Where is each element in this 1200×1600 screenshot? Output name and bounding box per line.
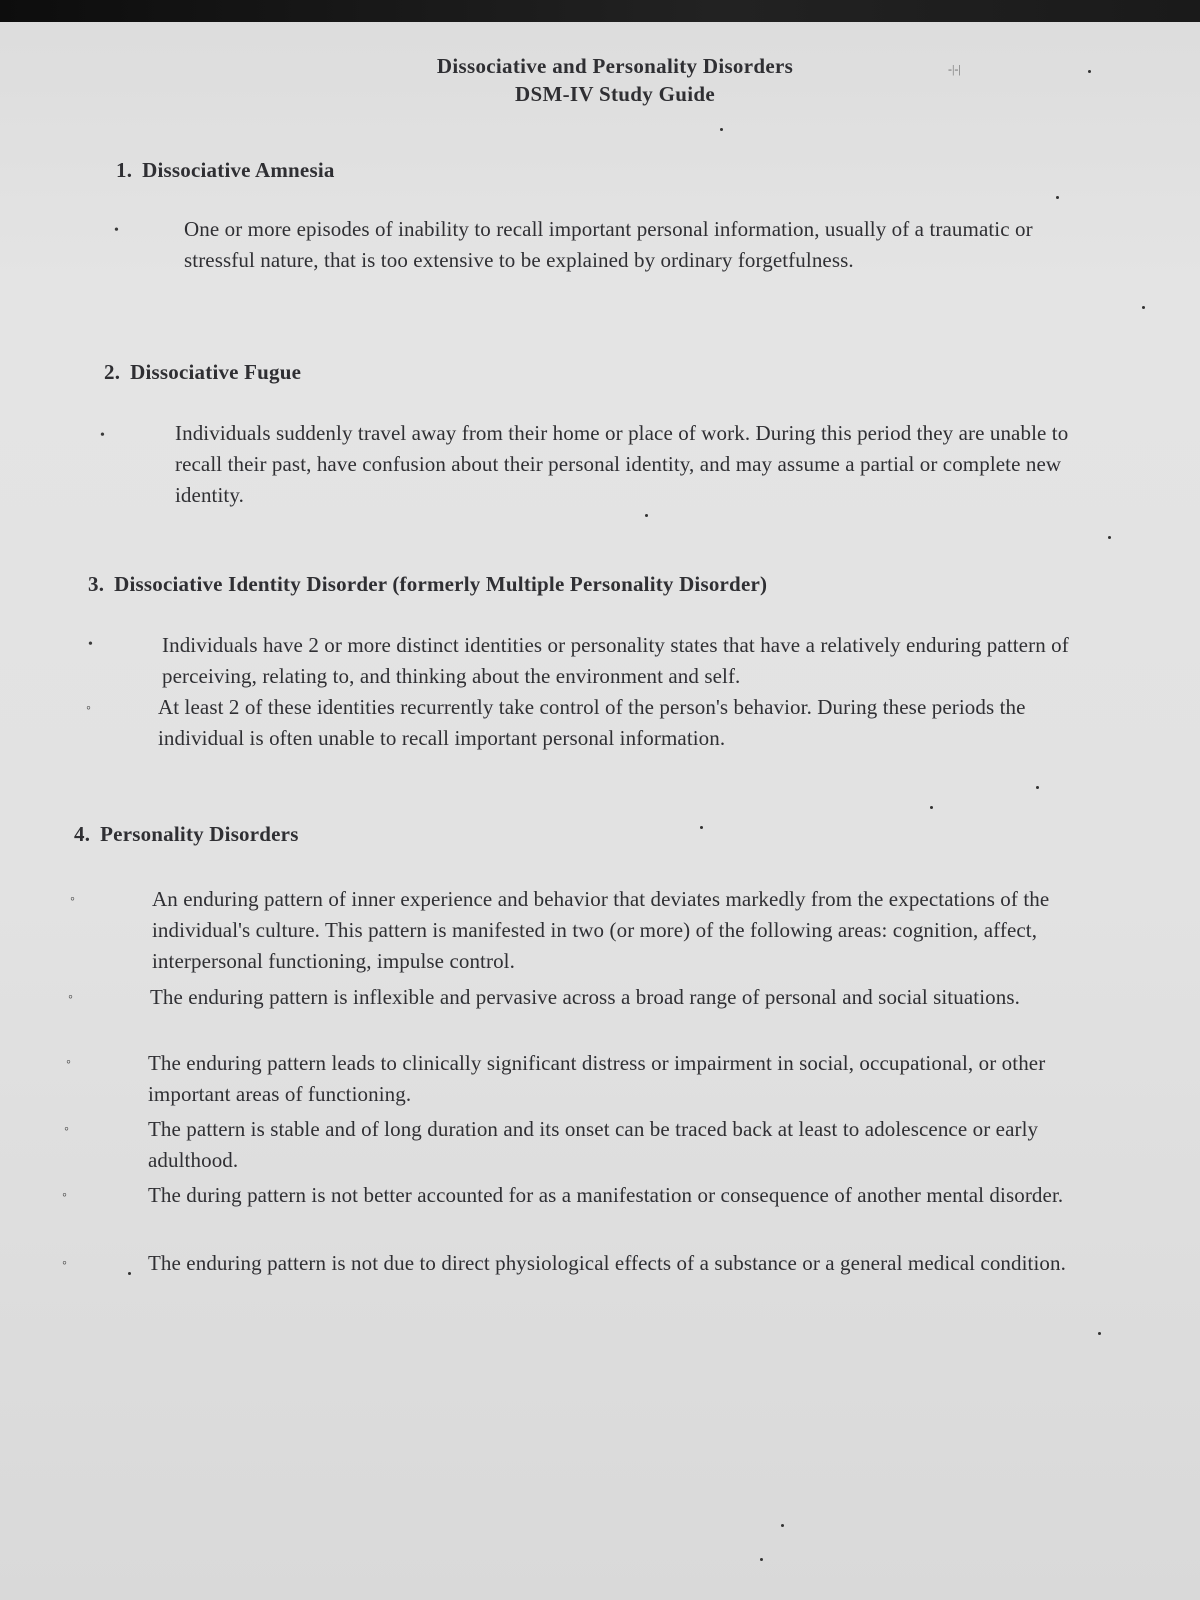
section-title: Dissociative Amnesia [142,158,335,182]
section-3-heading [88,572,767,597]
bullet-icon: ◦ [64,1122,69,1137]
speck [1036,786,1039,789]
speck [1108,536,1111,539]
section-number: 3. [88,572,105,596]
section-title: Dissociative Identity Disorder (formerly Multiple Personality Disorder) [114,572,768,596]
section-2-heading [104,360,301,385]
speck [645,514,648,517]
document-title: Dissociative and Personality Disorders [436,54,794,78]
list-item: An enduring pattern of inner experience and behavior that deviates markedly from the expectations of the individual's culture. This pattern is manifested in two (or more) of the following areas: cognition, affect, interpersonal functioning, impulse control. [152,887,1050,973]
section-1-heading [116,158,335,183]
list-item: One or more episodes of inability to recall important personal information, usually of a traumatic or stressful nature, that is too extensive to be explained by ordinary forgetfulness. [184,217,1033,272]
speck [720,128,723,131]
bullet-icon: ◦ [86,701,91,716]
speck [760,1558,763,1561]
section-number: 2. [104,360,121,384]
bullet-icon: ◦ [66,1055,71,1070]
list-item: The during pattern is not better accounted for as a manifestation or consequence of another mental disorder. [148,1183,1064,1207]
bullet-icon: ◦ [68,990,73,1005]
document-subtitle: DSM-IV Study Guide [515,82,715,106]
list-item: The pattern is stable and of long duration and its onset can be traced back at least to adolescence or early adulthood. [148,1117,1039,1172]
bullet-icon: • [114,223,119,238]
section-number: 4. [74,822,91,846]
bullet-icon: ◦ [62,1256,67,1271]
bullet-icon: • [100,428,105,443]
speck [930,806,933,809]
speck [128,1272,131,1275]
bullet-icon: ◦ [62,1188,67,1203]
list-item: The enduring pattern is inflexible and pervasive across a broad range of personal and social situations. [150,985,1020,1009]
speck [781,1524,784,1527]
speck [1098,1332,1101,1335]
bullet-icon: ◦ [70,892,75,907]
list-item: The enduring pattern is not due to direct physiological effects of a substance or a general medical condition. [148,1251,1066,1275]
list-item: Individuals have 2 or more distinct identities or personality states that have a relatively enduring pattern of perceiving, relating to, and thinking about the environment and self. [162,633,1069,688]
page-mark: -|-| [948,62,961,76]
speck [1142,306,1145,309]
document-header [0,52,1200,108]
speck [700,826,703,829]
speck [1088,70,1091,73]
section-title: Personality Disorders [100,822,299,846]
bullet-icon: • [88,637,93,652]
section-4-heading [74,822,299,847]
section-number: 1. [116,158,133,182]
list-item: Individuals suddenly travel away from their home or place of work. During this period they are unable to recall their past, have confusion about their personal identity, and may assume a partial or complete new identity. [175,421,1069,507]
speck [1056,196,1059,199]
list-item: The enduring pattern leads to clinically significant distress or impairment in social, occupational, or other important areas of functioning. [148,1051,1046,1106]
section-title: Dissociative Fugue [130,360,302,384]
page-top-edge [0,0,1200,22]
list-item: At least 2 of these identities recurrently take control of the person's behavior. During these periods the individual is often unable to recall important personal information. [158,695,1026,750]
